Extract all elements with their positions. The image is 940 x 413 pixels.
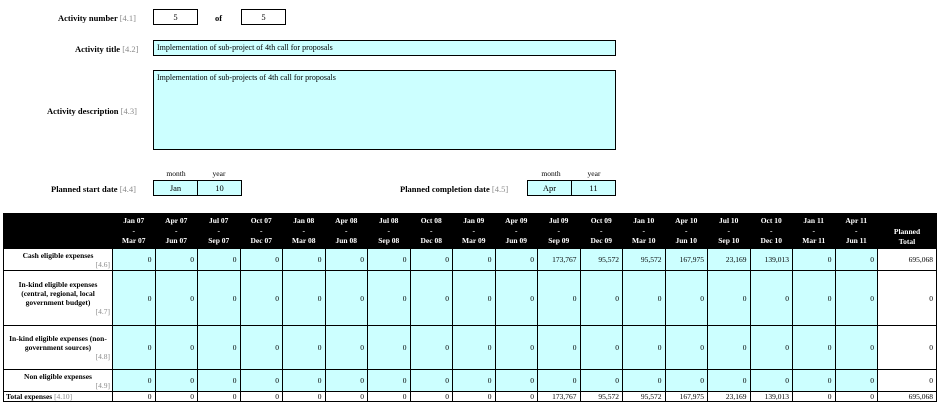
amount-cell[interactable]: 0 (155, 271, 198, 326)
activity-title-label: Activity title [4.2] (75, 44, 139, 54)
table-row (4, 271, 937, 326)
amount-cell[interactable]: 0 (113, 271, 156, 326)
total-cell: 0 (240, 392, 283, 402)
amount-cell[interactable]: 0 (750, 326, 793, 370)
amount-cell[interactable]: 0 (155, 249, 198, 271)
amount-cell[interactable]: 0 (113, 326, 156, 370)
planned-total-cell: 0 (878, 370, 937, 392)
amount-cell[interactable]: 0 (623, 326, 666, 370)
activity-title-field[interactable]: Implementation of sub-project of 4th call for proposals (153, 40, 616, 56)
period-header: Jul 07 - Sep 07 (198, 214, 241, 249)
total-cell: 23,169 (708, 392, 751, 402)
planned-total-header: Planned Total (878, 214, 937, 249)
amount-cell[interactable]: 0 (368, 249, 411, 271)
amount-cell[interactable]: 0 (155, 326, 198, 370)
planned-total-cell: 0 (878, 326, 937, 370)
amount-cell[interactable]: 0 (835, 249, 878, 271)
start-year-caption: year (212, 169, 226, 178)
total-cell: 0 (410, 392, 453, 402)
amount-cell[interactable]: 0 (368, 370, 411, 392)
row-label: Cash eligible expenses [4.6] (4, 249, 113, 271)
amount-cell[interactable]: 0 (453, 249, 496, 271)
row-label: In-kind eligible expenses (non-government sources) [4.8] (4, 326, 113, 370)
expenses-table (3, 213, 937, 402)
amount-cell[interactable]: 0 (198, 370, 241, 392)
amount-cell[interactable]: 0 (793, 249, 836, 271)
amount-cell[interactable]: 0 (623, 370, 666, 392)
amount-cell[interactable]: 0 (240, 271, 283, 326)
total-cell: 0 (113, 392, 156, 402)
total-cell: 139,013 (750, 392, 793, 402)
row-label-header (4, 214, 113, 249)
completion-month-field[interactable]: Apr (527, 180, 572, 196)
total-cell: 0 (453, 392, 496, 402)
activity-description-label: Activity description [4.3] (47, 106, 137, 116)
amount-cell[interactable]: 0 (495, 249, 538, 271)
table-row (4, 326, 937, 370)
total-cell: 95,572 (623, 392, 666, 402)
amount-cell[interactable]: 0 (538, 370, 581, 392)
period-header: Apr 08 - Jun 08 (325, 214, 368, 249)
amount-cell[interactable]: 0 (835, 370, 878, 392)
amount-cell[interactable]: 0 (240, 370, 283, 392)
period-header: Jan 11 - Mar 11 (793, 214, 836, 249)
table-row (4, 249, 937, 271)
amount-cell[interactable]: 0 (198, 326, 241, 370)
planned-total-cell: 0 (878, 271, 937, 326)
amount-cell[interactable]: 173,767 (538, 249, 581, 271)
amount-cell[interactable]: 0 (793, 271, 836, 326)
amount-cell[interactable]: 0 (495, 370, 538, 392)
completion-year-field[interactable]: 11 (571, 180, 616, 196)
table-header-row (4, 214, 937, 249)
total-cell: 0 (283, 392, 326, 402)
amount-cell[interactable]: 0 (453, 326, 496, 370)
amount-cell[interactable]: 167,975 (665, 249, 708, 271)
amount-cell[interactable]: 0 (325, 326, 368, 370)
amount-cell[interactable]: 0 (453, 271, 496, 326)
amount-cell[interactable]: 0 (495, 326, 538, 370)
amount-cell[interactable]: 0 (835, 326, 878, 370)
period-header: Jan 09 - Mar 09 (453, 214, 496, 249)
period-header: Apr 07 - Jun 07 (155, 214, 198, 249)
period-header: Oct 10 - Dec 10 (750, 214, 793, 249)
row-label: In-kind eligible expenses (central, regional, local government budget) [4.7] (4, 271, 113, 326)
period-header: Jul 08 - Sep 08 (368, 214, 411, 249)
total-cell: 167,975 (665, 392, 708, 402)
amount-cell[interactable]: 0 (708, 370, 751, 392)
period-header: Apr 10 - Jun 10 (665, 214, 708, 249)
amount-cell[interactable]: 0 (283, 326, 326, 370)
amount-cell[interactable]: 0 (495, 271, 538, 326)
amount-cell[interactable]: 0 (198, 249, 241, 271)
activity-description-field[interactable]: Implementation of sub-projects of 4th call for proposals (153, 70, 616, 150)
start-year-field[interactable]: 10 (197, 180, 242, 196)
period-header: Oct 08 - Dec 08 (410, 214, 453, 249)
period-header: Oct 07 - Dec 07 (240, 214, 283, 249)
period-header: Apr 09 - Jun 09 (495, 214, 538, 249)
amount-cell[interactable]: 0 (283, 370, 326, 392)
amount-cell[interactable]: 0 (708, 271, 751, 326)
period-header: Jan 10 - Mar 10 (623, 214, 666, 249)
amount-cell[interactable]: 0 (198, 271, 241, 326)
amount-cell[interactable]: 0 (155, 370, 198, 392)
amount-cell[interactable]: 0 (410, 370, 453, 392)
period-header: Jul 10 - Sep 10 (708, 214, 751, 249)
amount-cell[interactable]: 95,572 (623, 249, 666, 271)
row-label: Total expenses [4.10] (4, 392, 113, 402)
completion-month-caption: month (541, 169, 561, 178)
total-cell: 95,572 (580, 392, 623, 402)
period-header: Oct 09 - Dec 09 (580, 214, 623, 249)
activity-total-field[interactable]: 5 (241, 9, 286, 25)
amount-cell[interactable]: 0 (580, 326, 623, 370)
amount-cell[interactable]: 0 (325, 271, 368, 326)
amount-cell[interactable]: 0 (580, 370, 623, 392)
amount-cell[interactable]: 0 (240, 249, 283, 271)
completion-year-caption: year (587, 169, 601, 178)
amount-cell[interactable]: 0 (835, 271, 878, 326)
amount-cell[interactable]: 0 (665, 271, 708, 326)
amount-cell[interactable]: 0 (708, 326, 751, 370)
amount-cell[interactable]: 0 (283, 249, 326, 271)
amount-cell[interactable]: 139,013 (750, 249, 793, 271)
period-header: Apr 11 - Jun 11 (835, 214, 878, 249)
amount-cell[interactable]: 0 (325, 370, 368, 392)
activity-number-label: Activity number [4.1] (58, 13, 136, 23)
amount-cell[interactable]: 95,572 (580, 249, 623, 271)
amount-cell[interactable]: 23,169 (708, 249, 751, 271)
period-header: Jan 08 - Mar 08 (283, 214, 326, 249)
amount-cell[interactable]: 0 (538, 271, 581, 326)
amount-cell[interactable]: 0 (750, 271, 793, 326)
planned-start-label: Planned start date [4.4] (51, 184, 137, 194)
amount-cell[interactable]: 0 (113, 370, 156, 392)
period-header: Jan 07 - Mar 07 (113, 214, 156, 249)
total-cell: 0 (155, 392, 198, 402)
row-label: Non eligible expenses [4.9] (4, 370, 113, 392)
amount-cell[interactable]: 0 (538, 326, 581, 370)
amount-cell[interactable]: 0 (580, 271, 623, 326)
amount-cell[interactable]: 0 (665, 370, 708, 392)
start-month-field[interactable]: Jan (153, 180, 198, 196)
total-cell: 0 (198, 392, 241, 402)
planned-total-cell: 695,068 (878, 392, 937, 402)
amount-cell[interactable]: 0 (453, 370, 496, 392)
total-cell: 0 (793, 392, 836, 402)
amount-cell[interactable]: 0 (283, 271, 326, 326)
total-cell: 173,767 (538, 392, 581, 402)
start-month-caption: month (166, 169, 186, 178)
period-header: Jul 09 - Sep 09 (538, 214, 581, 249)
amount-cell[interactable]: 0 (240, 326, 283, 370)
total-cell: 0 (835, 392, 878, 402)
amount-cell[interactable]: 0 (623, 271, 666, 326)
table-row (4, 370, 937, 392)
amount-cell[interactable]: 0 (665, 326, 708, 370)
amount-cell[interactable]: 0 (368, 326, 411, 370)
amount-cell[interactable]: 0 (368, 271, 411, 326)
amount-cell[interactable]: 0 (793, 326, 836, 370)
amount-cell[interactable]: 0 (793, 370, 836, 392)
amount-cell[interactable]: 0 (325, 249, 368, 271)
of-label: of (215, 13, 223, 23)
total-cell: 0 (325, 392, 368, 402)
amount-cell[interactable]: 0 (410, 249, 453, 271)
amount-cell[interactable]: 0 (410, 271, 453, 326)
total-cell: 0 (368, 392, 411, 402)
amount-cell[interactable]: 0 (113, 249, 156, 271)
planned-total-cell: 695,068 (878, 249, 937, 271)
total-row (4, 392, 937, 402)
amount-cell[interactable]: 0 (750, 370, 793, 392)
planned-completion-label: Planned completion date [4.5] (400, 184, 509, 194)
activity-number-field[interactable]: 5 (153, 9, 198, 25)
total-cell: 0 (495, 392, 538, 402)
amount-cell[interactable]: 0 (410, 326, 453, 370)
